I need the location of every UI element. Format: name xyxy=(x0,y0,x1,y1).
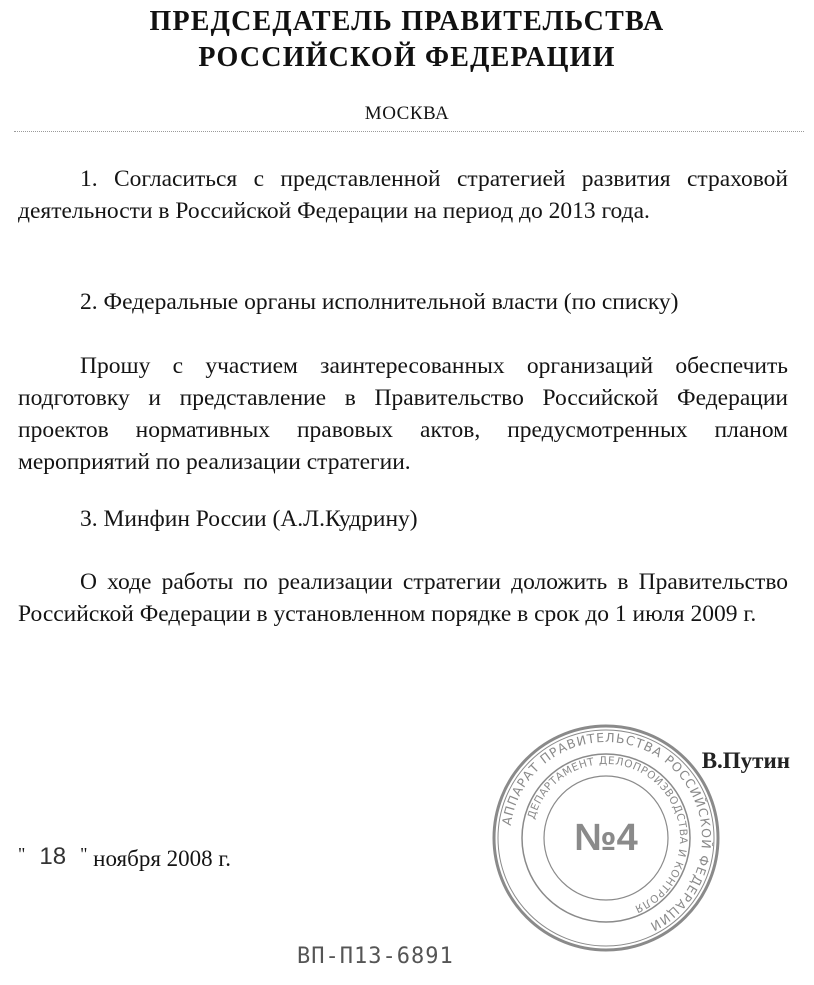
stamp-outer-ring-text: АППАРАТ ПРАВИТЕЛЬСТВА РОССИЙСКОЙ ФЕДЕРАЦИИ xyxy=(498,729,715,935)
resolution-item-2-text: Прошу с участием заинтересованных организаций обеспечить подготовку и представление в Правительство Российской Федерации проектов нормативных правовых актов, предусмотренных планом мероприятий по реализации стратегии. xyxy=(18,353,788,475)
date-day: 18 xyxy=(39,843,67,870)
official-seal-stamp xyxy=(490,722,722,954)
stamp-inner-ring-text: ДЕПАРТАМЕНТ ДЕЛОПРОИЗВОДСТВА И КОНТРОЛЯ xyxy=(525,754,690,915)
resolution-item-1: 1. Согласиться с представленной стратегией развития страховой деятельности в Российской Федерации на период до 2013 года. xyxy=(18,166,788,224)
header-divider xyxy=(14,131,804,132)
date-line xyxy=(18,843,231,872)
resolution-item-3-text: О ходе работы по реализации стратегии доложить в Правительство Российской Федерации в установленном порядке в срок до 1 июля 2009 г. xyxy=(18,569,788,627)
document-title-line-2: РОССИЙСКОЙ ФЕДЕРАЦИИ xyxy=(198,42,616,73)
date-quote-close: " xyxy=(80,844,88,864)
signature-name: В.Путин xyxy=(701,748,790,773)
city-label: МОСКВА xyxy=(364,103,450,124)
document-registration-number: ВП-П13-6891 xyxy=(297,944,454,969)
document-title-line-1: ПРЕДСЕДАТЕЛЬ ПРАВИТЕЛЬСТВА xyxy=(149,6,665,37)
stamp-center-number: №4 xyxy=(574,817,638,859)
resolution-item-3-heading: 3. Минфин России (А.Л.Кудрину) xyxy=(80,506,418,532)
date-month-year: ноября 2008 г. xyxy=(93,846,231,871)
resolution-item-2-heading: 2. Федеральные органы исполнительной власти (по списку) xyxy=(80,289,679,315)
date-quote-open: " xyxy=(18,844,26,864)
